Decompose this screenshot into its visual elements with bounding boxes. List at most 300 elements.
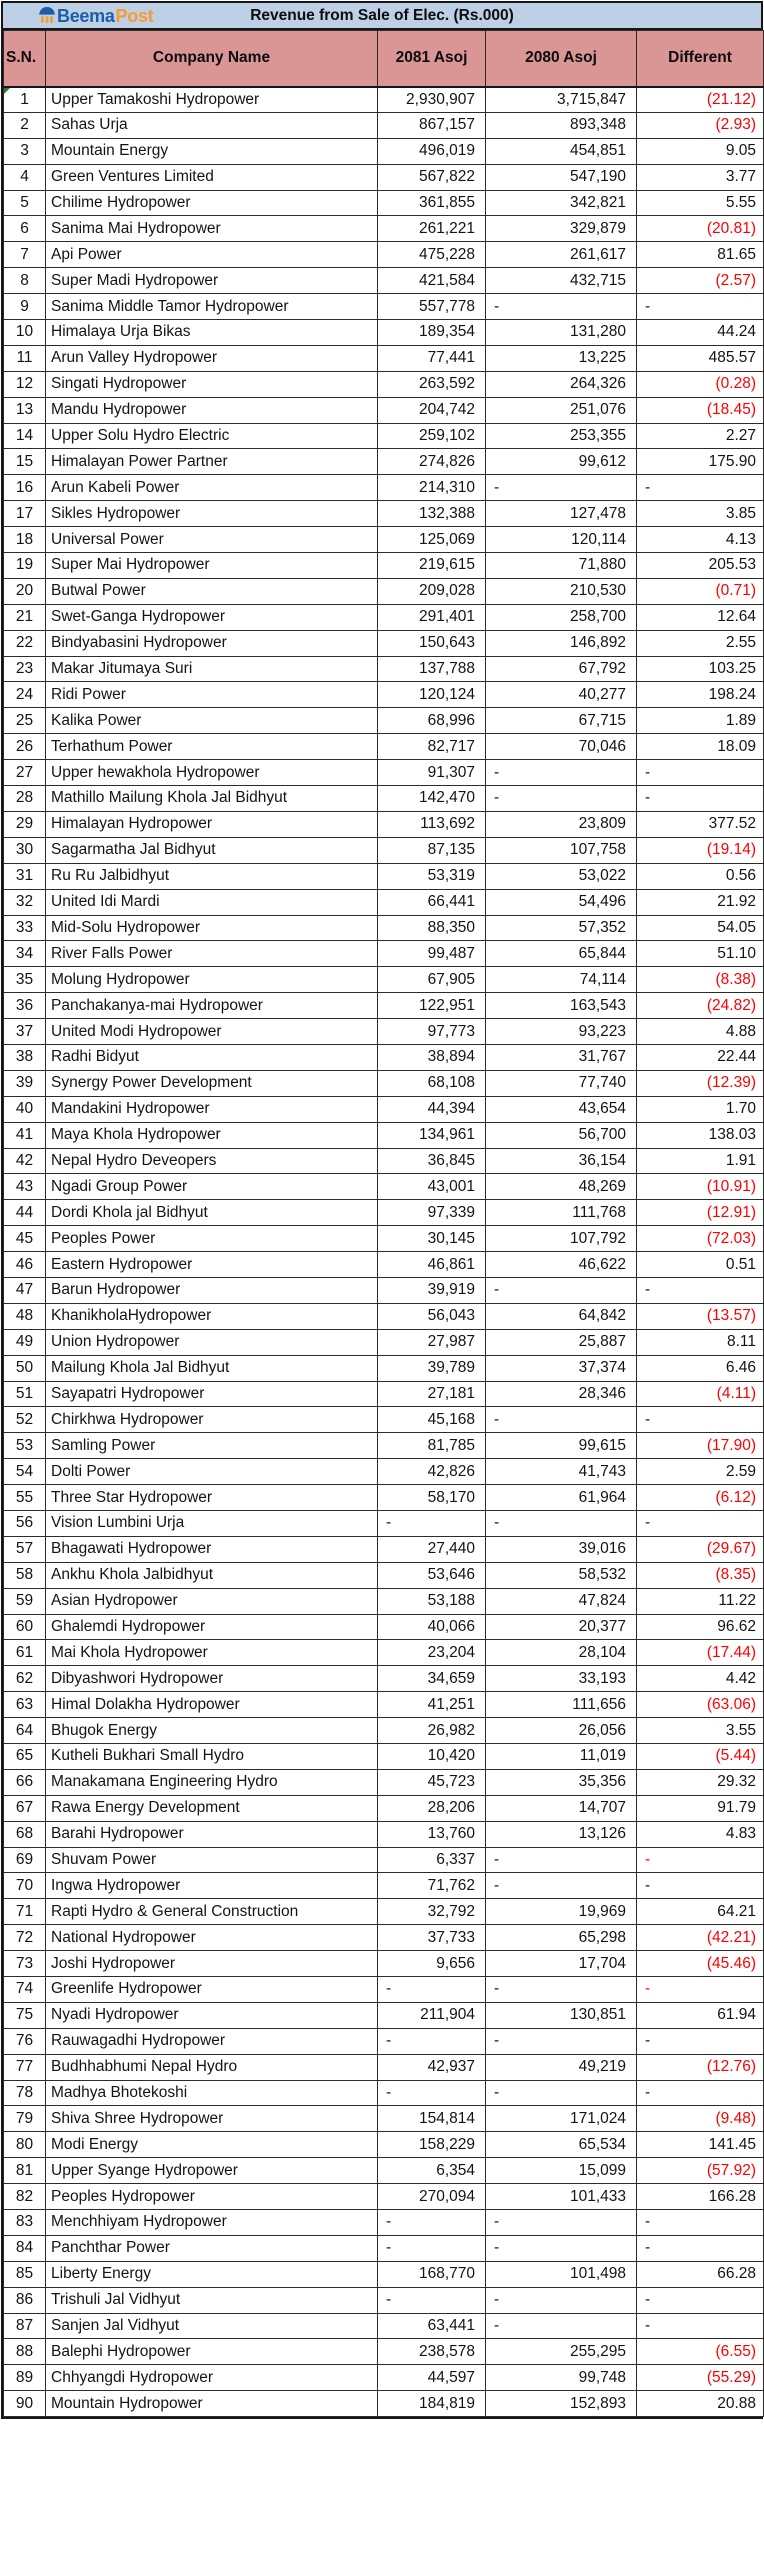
table-row bbox=[4, 1485, 764, 1511]
cell-company-name: Manakamana Engineering Hydro bbox=[46, 1769, 378, 1795]
cell-2080-asoj: - bbox=[486, 1407, 637, 1433]
cell-2080-asoj: - bbox=[486, 1977, 637, 2003]
cell-2080-asoj: 28,104 bbox=[486, 1640, 637, 1666]
cell-different: 4.42 bbox=[637, 1666, 764, 1692]
cell-company-name: Shuvam Power bbox=[46, 1847, 378, 1873]
cell-2081-asoj: 53,646 bbox=[378, 1562, 486, 1588]
cell-different: (8.35) bbox=[637, 1562, 764, 1588]
cell-2080-asoj: - bbox=[486, 1277, 637, 1303]
cell-sn: 72 bbox=[4, 1925, 46, 1951]
cell-2081-asoj: - bbox=[378, 1510, 486, 1536]
cell-company-name: Madhya Bhotekoshi bbox=[46, 2080, 378, 2106]
cell-2081-asoj: 58,170 bbox=[378, 1485, 486, 1511]
cell-company-name: Panchthar Power bbox=[46, 2235, 378, 2261]
cell-company-name: Balephi Hydropower bbox=[46, 2339, 378, 2365]
table-row bbox=[4, 1329, 764, 1355]
cell-2080-asoj: 163,543 bbox=[486, 993, 637, 1019]
cell-company-name: United Modi Hydropower bbox=[46, 1019, 378, 1045]
table-row bbox=[4, 1277, 764, 1303]
cell-different: - bbox=[637, 2313, 764, 2339]
cell-company-name: Nyadi Hydropower bbox=[46, 2002, 378, 2028]
cell-different: - bbox=[637, 1977, 764, 2003]
cell-2080-asoj: 251,076 bbox=[486, 397, 637, 423]
cell-company-name: Sikles Hydropower bbox=[46, 501, 378, 527]
cell-sn: 75 bbox=[4, 2002, 46, 2028]
cell-company-name: Barahi Hydropower bbox=[46, 1821, 378, 1847]
cell-2080-asoj: 26,056 bbox=[486, 1718, 637, 1744]
cell-sn: 29 bbox=[4, 811, 46, 837]
table-row bbox=[4, 1899, 764, 1925]
cell-different: - bbox=[637, 1510, 764, 1536]
cell-different: 3.85 bbox=[637, 501, 764, 527]
cell-company-name: Modi Energy bbox=[46, 2132, 378, 2158]
cell-2080-asoj: 28,346 bbox=[486, 1381, 637, 1407]
cell-2081-asoj: 274,826 bbox=[378, 449, 486, 475]
cell-sn: 83 bbox=[4, 2210, 46, 2236]
cell-2081-asoj: 867,157 bbox=[378, 112, 486, 138]
cell-sn: 47 bbox=[4, 1277, 46, 1303]
cell-company-name: Mai Khola Hydropower bbox=[46, 1640, 378, 1666]
cell-2080-asoj: 255,295 bbox=[486, 2339, 637, 2365]
table-row bbox=[4, 1433, 764, 1459]
cell-different: 2.59 bbox=[637, 1459, 764, 1485]
cell-2081-asoj: 63,441 bbox=[378, 2313, 486, 2339]
table-row bbox=[4, 734, 764, 760]
cell-2080-asoj: - bbox=[486, 2210, 637, 2236]
cell-company-name: National Hydropower bbox=[46, 1925, 378, 1951]
table-row bbox=[4, 2365, 764, 2391]
cell-sn: 90 bbox=[4, 2391, 46, 2417]
cell-company-name: Ngadi Group Power bbox=[46, 1174, 378, 1200]
table-row bbox=[4, 2339, 764, 2365]
cell-company-name: United Idi Mardi bbox=[46, 889, 378, 915]
cell-2081-asoj: 10,420 bbox=[378, 1744, 486, 1770]
cell-2081-asoj: 45,168 bbox=[378, 1407, 486, 1433]
cell-2081-asoj: 43,001 bbox=[378, 1174, 486, 1200]
cell-2081-asoj: - bbox=[378, 2028, 486, 2054]
cell-sn: 30 bbox=[4, 837, 46, 863]
cell-2081-asoj: 142,470 bbox=[378, 786, 486, 812]
cell-different: 1.89 bbox=[637, 708, 764, 734]
cell-different: (18.45) bbox=[637, 397, 764, 423]
cell-2081-asoj: 6,354 bbox=[378, 2158, 486, 2184]
cell-2080-asoj: 74,114 bbox=[486, 967, 637, 993]
cell-company-name: Shiva Shree Hydropower bbox=[46, 2106, 378, 2132]
cell-2080-asoj: 107,792 bbox=[486, 1226, 637, 1252]
cell-2080-asoj: 20,377 bbox=[486, 1614, 637, 1640]
cell-2081-asoj: 475,228 bbox=[378, 242, 486, 268]
table-row bbox=[4, 941, 764, 967]
cell-2080-asoj: 64,842 bbox=[486, 1303, 637, 1329]
cell-2081-asoj: 27,440 bbox=[378, 1536, 486, 1562]
cell-company-name: Barun Hydropower bbox=[46, 1277, 378, 1303]
cell-sn: 14 bbox=[4, 423, 46, 449]
cell-company-name: Mountain Hydropower bbox=[46, 2391, 378, 2417]
cell-sn: 34 bbox=[4, 941, 46, 967]
cell-company-name: Menchhiyam Hydropower bbox=[46, 2210, 378, 2236]
cell-company-name: Upper Syange Hydropower bbox=[46, 2158, 378, 2184]
cell-sn: 71 bbox=[4, 1899, 46, 1925]
cell-sn: 16 bbox=[4, 475, 46, 501]
cell-company-name: Ru Ru Jalbidhyut bbox=[46, 863, 378, 889]
cell-different: 5.55 bbox=[637, 190, 764, 216]
cell-2081-asoj: 421,584 bbox=[378, 268, 486, 294]
table-row bbox=[4, 1795, 764, 1821]
cell-2080-asoj: 65,534 bbox=[486, 2132, 637, 2158]
cell-2080-asoj: 57,352 bbox=[486, 915, 637, 941]
cell-different: 175.90 bbox=[637, 449, 764, 475]
cell-different: (45.46) bbox=[637, 1951, 764, 1977]
cell-2081-asoj: 46,861 bbox=[378, 1252, 486, 1278]
cell-2080-asoj: 120,114 bbox=[486, 527, 637, 553]
cell-sn: 88 bbox=[4, 2339, 46, 2365]
cell-sn: 77 bbox=[4, 2054, 46, 2080]
cell-2081-asoj: 219,615 bbox=[378, 553, 486, 579]
cell-different: (21.12) bbox=[637, 87, 764, 113]
cell-2081-asoj: 87,135 bbox=[378, 837, 486, 863]
cell-sn: 69 bbox=[4, 1847, 46, 1873]
cell-company-name: Nepal Hydro Deveopers bbox=[46, 1148, 378, 1174]
cell-sn: 55 bbox=[4, 1485, 46, 1511]
cell-different: (55.29) bbox=[637, 2365, 764, 2391]
cell-sn: 44 bbox=[4, 1200, 46, 1226]
table-row bbox=[4, 1873, 764, 1899]
cell-different: 3.77 bbox=[637, 164, 764, 190]
cell-sn: 24 bbox=[4, 682, 46, 708]
cell-sn: 12 bbox=[4, 371, 46, 397]
cell-2081-asoj: 36,845 bbox=[378, 1148, 486, 1174]
cell-sn: 27 bbox=[4, 760, 46, 786]
cell-different: 66.28 bbox=[637, 2261, 764, 2287]
cell-2081-asoj: 125,069 bbox=[378, 527, 486, 553]
cell-different: 44.24 bbox=[637, 320, 764, 346]
cell-company-name: Maya Khola Hydropower bbox=[46, 1122, 378, 1148]
table-row bbox=[4, 1666, 764, 1692]
cell-different: 103.25 bbox=[637, 656, 764, 682]
cell-sn: 3 bbox=[4, 138, 46, 164]
cell-sn: 19 bbox=[4, 553, 46, 579]
cell-company-name: Mandakini Hydropower bbox=[46, 1096, 378, 1122]
cell-2080-asoj: 342,821 bbox=[486, 190, 637, 216]
column-header-company: Company Name bbox=[46, 31, 378, 87]
cell-different: - bbox=[637, 475, 764, 501]
cell-company-name: Molung Hydropower bbox=[46, 967, 378, 993]
cell-company-name: Himal Dolakha Hydropower bbox=[46, 1692, 378, 1718]
cell-2081-asoj: 97,339 bbox=[378, 1200, 486, 1226]
cell-company-name: Sanjen Jal Vidhyut bbox=[46, 2313, 378, 2339]
cell-company-name: Rapti Hydro & General Construction bbox=[46, 1899, 378, 1925]
cell-2081-asoj: 13,760 bbox=[378, 1821, 486, 1847]
app-header bbox=[3, 3, 761, 30]
cell-2080-asoj: 171,024 bbox=[486, 2106, 637, 2132]
cell-different: 96.62 bbox=[637, 1614, 764, 1640]
cell-company-name: Dordi Khola jal Bidhyut bbox=[46, 1200, 378, 1226]
cell-sn: 58 bbox=[4, 1562, 46, 1588]
cell-sn: 43 bbox=[4, 1174, 46, 1200]
cell-company-name: Budhhabhumi Nepal Hydro bbox=[46, 2054, 378, 2080]
cell-2080-asoj: 23,809 bbox=[486, 811, 637, 837]
cell-sn: 10 bbox=[4, 320, 46, 346]
table-row bbox=[4, 2132, 764, 2158]
cell-sn: 23 bbox=[4, 656, 46, 682]
table-row bbox=[4, 423, 764, 449]
cell-sn: 81 bbox=[4, 2158, 46, 2184]
cell-company-name: Ghalemdi Hydropower bbox=[46, 1614, 378, 1640]
cell-company-name: Union Hydropower bbox=[46, 1329, 378, 1355]
cell-different: 198.24 bbox=[637, 682, 764, 708]
cell-2080-asoj: 56,700 bbox=[486, 1122, 637, 1148]
cell-2081-asoj: 291,401 bbox=[378, 604, 486, 630]
cell-2081-asoj: 184,819 bbox=[378, 2391, 486, 2417]
cell-different: - bbox=[637, 2028, 764, 2054]
cell-company-name: Upper hewakhola Hydropower bbox=[46, 760, 378, 786]
cell-different: 3.55 bbox=[637, 1718, 764, 1744]
cell-different: 0.56 bbox=[637, 863, 764, 889]
cell-company-name: Bhagawati Hydropower bbox=[46, 1536, 378, 1562]
cell-2081-asoj: 259,102 bbox=[378, 423, 486, 449]
cell-different: 4.13 bbox=[637, 527, 764, 553]
cell-company-name: Himalayan Power Partner bbox=[46, 449, 378, 475]
table-row bbox=[4, 1174, 764, 1200]
cell-2080-asoj: 43,654 bbox=[486, 1096, 637, 1122]
table-row bbox=[4, 2054, 764, 2080]
cell-sn: 7 bbox=[4, 242, 46, 268]
cell-2080-asoj: 547,190 bbox=[486, 164, 637, 190]
cell-sn: 41 bbox=[4, 1122, 46, 1148]
table-row bbox=[4, 1044, 764, 1070]
cell-different: 4.88 bbox=[637, 1019, 764, 1045]
cell-sn: 1 bbox=[4, 87, 46, 113]
table-row bbox=[4, 242, 764, 268]
cell-2080-asoj: 111,656 bbox=[486, 1692, 637, 1718]
cell-2080-asoj: 99,612 bbox=[486, 449, 637, 475]
cell-2081-asoj: 88,350 bbox=[378, 915, 486, 941]
table-row bbox=[4, 1692, 764, 1718]
table-row bbox=[4, 553, 764, 579]
cell-company-name: Sahas Urja bbox=[46, 112, 378, 138]
cell-different: (2.93) bbox=[637, 112, 764, 138]
cell-company-name: Kalika Power bbox=[46, 708, 378, 734]
cell-different: (13.57) bbox=[637, 1303, 764, 1329]
cell-sn: 32 bbox=[4, 889, 46, 915]
cell-2080-asoj: 261,617 bbox=[486, 242, 637, 268]
cell-2081-asoj: 34,659 bbox=[378, 1666, 486, 1692]
cell-different: (2.57) bbox=[637, 268, 764, 294]
cell-company-name: Dibyashwori Hydropower bbox=[46, 1666, 378, 1692]
cell-2081-asoj: 38,894 bbox=[378, 1044, 486, 1070]
cell-company-name: Arun Kabeli Power bbox=[46, 475, 378, 501]
table-row bbox=[4, 656, 764, 682]
cell-2080-asoj: 39,016 bbox=[486, 1536, 637, 1562]
cell-company-name: Peoples Power bbox=[46, 1226, 378, 1252]
cell-2080-asoj: 258,700 bbox=[486, 604, 637, 630]
table-row bbox=[4, 1588, 764, 1614]
cell-2081-asoj: 134,961 bbox=[378, 1122, 486, 1148]
cell-2080-asoj: 58,532 bbox=[486, 1562, 637, 1588]
cell-company-name: Universal Power bbox=[46, 527, 378, 553]
cell-sn: 31 bbox=[4, 863, 46, 889]
cell-2080-asoj: 93,223 bbox=[486, 1019, 637, 1045]
cell-different: (5.44) bbox=[637, 1744, 764, 1770]
cell-sn: 85 bbox=[4, 2261, 46, 2287]
table-row bbox=[4, 112, 764, 138]
cell-2081-asoj: 204,742 bbox=[378, 397, 486, 423]
cell-2080-asoj: 13,126 bbox=[486, 1821, 637, 1847]
cell-different: 81.65 bbox=[637, 242, 764, 268]
cell-sn: 74 bbox=[4, 1977, 46, 2003]
cell-company-name: Mandu Hydropower bbox=[46, 397, 378, 423]
table-row bbox=[4, 87, 764, 113]
cell-different: (10.91) bbox=[637, 1174, 764, 1200]
table-row bbox=[4, 915, 764, 941]
cell-company-name: Super Mai Hydropower bbox=[46, 553, 378, 579]
cell-2080-asoj: 107,758 bbox=[486, 837, 637, 863]
cell-different: (0.28) bbox=[637, 371, 764, 397]
table-row bbox=[4, 294, 764, 320]
cell-2081-asoj: 113,692 bbox=[378, 811, 486, 837]
cell-different: - bbox=[637, 1873, 764, 1899]
cell-sn: 76 bbox=[4, 2028, 46, 2054]
cell-2081-asoj: 23,204 bbox=[378, 1640, 486, 1666]
cell-sn: 20 bbox=[4, 578, 46, 604]
cell-2081-asoj: 361,855 bbox=[378, 190, 486, 216]
table-row bbox=[4, 1019, 764, 1045]
cell-2081-asoj: 56,043 bbox=[378, 1303, 486, 1329]
cell-2081-asoj: 567,822 bbox=[378, 164, 486, 190]
cell-different: 64.21 bbox=[637, 1899, 764, 1925]
cell-different: (29.67) bbox=[637, 1536, 764, 1562]
cell-2080-asoj: 329,879 bbox=[486, 216, 637, 242]
cell-2080-asoj: 146,892 bbox=[486, 630, 637, 656]
cell-2081-asoj: 28,206 bbox=[378, 1795, 486, 1821]
cell-2080-asoj: 61,964 bbox=[486, 1485, 637, 1511]
cell-different: - bbox=[637, 2287, 764, 2313]
cell-company-name: Trishuli Jal Vidhyut bbox=[46, 2287, 378, 2313]
umbrella-icon bbox=[39, 7, 55, 24]
cell-sn: 22 bbox=[4, 630, 46, 656]
table-row bbox=[4, 2028, 764, 2054]
table-row bbox=[4, 501, 764, 527]
brand-text-post: Post bbox=[115, 5, 154, 26]
cell-2080-asoj: 101,498 bbox=[486, 2261, 637, 2287]
table-row bbox=[4, 811, 764, 837]
cell-company-name: Eastern Hydropower bbox=[46, 1252, 378, 1278]
column-header-sn: S.N. bbox=[4, 31, 46, 87]
cell-2080-asoj: 432,715 bbox=[486, 268, 637, 294]
cell-different: 377.52 bbox=[637, 811, 764, 837]
cell-2081-asoj: 263,592 bbox=[378, 371, 486, 397]
table-row bbox=[4, 1640, 764, 1666]
cell-different: 22.44 bbox=[637, 1044, 764, 1070]
cell-company-name: Sanima Mai Hydropower bbox=[46, 216, 378, 242]
cell-sn: 40 bbox=[4, 1096, 46, 1122]
table-row bbox=[4, 190, 764, 216]
cell-2080-asoj: 101,433 bbox=[486, 2184, 637, 2210]
cell-company-name: Butwal Power bbox=[46, 578, 378, 604]
cell-2081-asoj: 42,826 bbox=[378, 1459, 486, 1485]
table-row bbox=[4, 1252, 764, 1278]
cell-2081-asoj: 81,785 bbox=[378, 1433, 486, 1459]
cell-2081-asoj: - bbox=[378, 2080, 486, 2106]
cell-2080-asoj: 99,615 bbox=[486, 1433, 637, 1459]
cell-company-name: Synergy Power Development bbox=[46, 1070, 378, 1096]
beemapost-logo bbox=[39, 7, 153, 25]
cell-different: 9.05 bbox=[637, 138, 764, 164]
cell-company-name: Api Power bbox=[46, 242, 378, 268]
cell-2080-asoj: 35,356 bbox=[486, 1769, 637, 1795]
cell-company-name: Himalaya Urja Bikas bbox=[46, 320, 378, 346]
cell-2080-asoj: 11,019 bbox=[486, 1744, 637, 1770]
cell-different: 12.64 bbox=[637, 604, 764, 630]
cell-different: - bbox=[637, 2210, 764, 2236]
cell-sn: 4 bbox=[4, 164, 46, 190]
cell-sn: 65 bbox=[4, 1744, 46, 1770]
cell-company-name: Kutheli Bukhari Small Hydro bbox=[46, 1744, 378, 1770]
cell-company-name: Arun Valley Hydropower bbox=[46, 345, 378, 371]
cell-sn: 49 bbox=[4, 1329, 46, 1355]
cell-different: 4.83 bbox=[637, 1821, 764, 1847]
cell-different: (72.03) bbox=[637, 1226, 764, 1252]
table-row bbox=[4, 1744, 764, 1770]
cell-sn: 63 bbox=[4, 1692, 46, 1718]
cell-2080-asoj: - bbox=[486, 2028, 637, 2054]
table-row bbox=[4, 1718, 764, 1744]
cell-2080-asoj: 264,326 bbox=[486, 371, 637, 397]
cell-different: (6.55) bbox=[637, 2339, 764, 2365]
cell-different: 21.92 bbox=[637, 889, 764, 915]
cell-company-name: Dolti Power bbox=[46, 1459, 378, 1485]
cell-different: (12.39) bbox=[637, 1070, 764, 1096]
cell-company-name: Himalayan Hydropower bbox=[46, 811, 378, 837]
cell-2080-asoj: 3,715,847 bbox=[486, 87, 637, 113]
column-header-different: Different bbox=[637, 31, 764, 87]
cell-2080-asoj: - bbox=[486, 1847, 637, 1873]
cell-2081-asoj: 44,394 bbox=[378, 1096, 486, 1122]
cell-2080-asoj: - bbox=[486, 2080, 637, 2106]
cell-sn: 61 bbox=[4, 1640, 46, 1666]
table-row bbox=[4, 1536, 764, 1562]
cell-different: - bbox=[637, 2235, 764, 2261]
table-row bbox=[4, 164, 764, 190]
cell-different: - bbox=[637, 294, 764, 320]
cell-sn: 53 bbox=[4, 1433, 46, 1459]
table-row bbox=[4, 2313, 764, 2339]
cell-sn: 15 bbox=[4, 449, 46, 475]
cell-sn: 60 bbox=[4, 1614, 46, 1640]
cell-2081-asoj: 496,019 bbox=[378, 138, 486, 164]
cell-2080-asoj: 70,046 bbox=[486, 734, 637, 760]
cell-different: (8.38) bbox=[637, 967, 764, 993]
cell-2081-asoj: 261,221 bbox=[378, 216, 486, 242]
table-row bbox=[4, 630, 764, 656]
cell-different: 0.51 bbox=[637, 1252, 764, 1278]
table-row bbox=[4, 216, 764, 242]
revenue-table bbox=[3, 30, 764, 2417]
cell-company-name: Greenlife Hydropower bbox=[46, 1977, 378, 2003]
cell-sn: 54 bbox=[4, 1459, 46, 1485]
cell-sn: 56 bbox=[4, 1510, 46, 1536]
table-row bbox=[4, 2080, 764, 2106]
table-row bbox=[4, 527, 764, 553]
table-row bbox=[4, 1847, 764, 1873]
table-row bbox=[4, 2210, 764, 2236]
cell-2081-asoj: - bbox=[378, 2287, 486, 2313]
cell-sn: 11 bbox=[4, 345, 46, 371]
cell-2081-asoj: 209,028 bbox=[378, 578, 486, 604]
cell-sn: 2 bbox=[4, 112, 46, 138]
cell-sn: 86 bbox=[4, 2287, 46, 2313]
cell-2081-asoj: 6,337 bbox=[378, 1847, 486, 1873]
